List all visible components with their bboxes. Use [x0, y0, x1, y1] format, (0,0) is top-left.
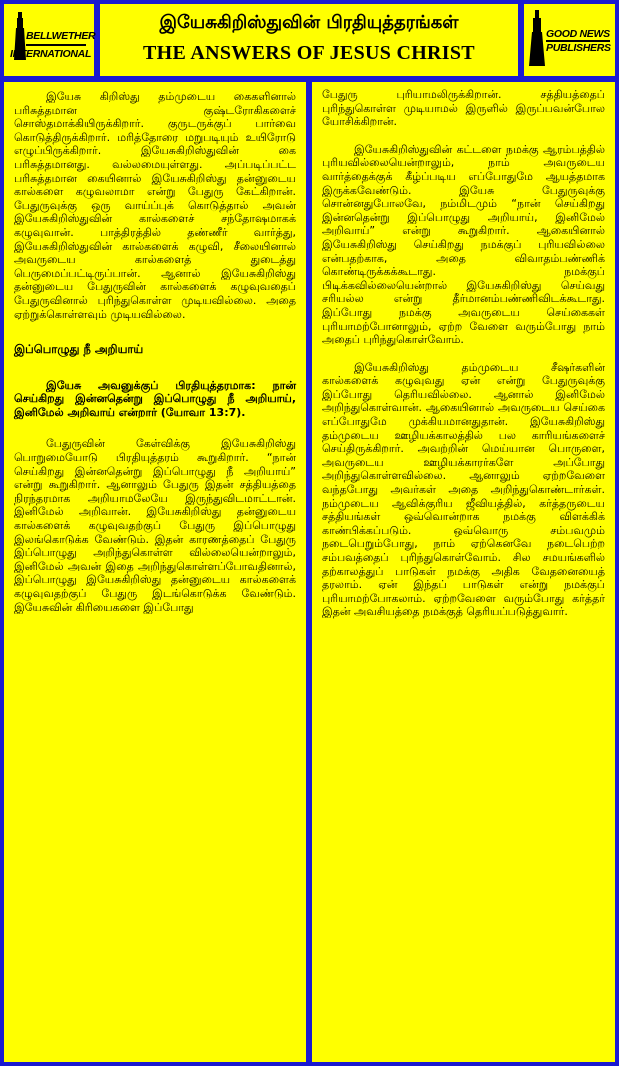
logo-left-line1: BELLWETHER — [26, 30, 96, 42]
title-english: THE ANSWERS OF JESUS CHRIST — [143, 42, 475, 64]
logo-right-line2: PUBLISHERS — [546, 42, 611, 54]
paragraph: இயேசுகிறிஸ்துவின் கட்டளை நமக்கு ஆரம்பத்தில் புரியவில்லையென்றாலும், நாம் அவருடைய வார்த்தைக்குக் கீழ்ப்படிய எப்போதுமே ஆயத்தமாக இருக்கவேண்டும். இயேசு பேதுருவுக்கு சொன்னதுபோலவே, நம்மிடமும் “நான் செய்கிறது இன்னதென்று இப்பொழுது அறியாய், இனிமேல் அறிவாய்” என்று கூறுகிறார். ஆகையினால் இயேசுகிறிஸ்து செய்கிறது நமக்குப் புரியவில்லை என்பதற்காக, அதை விவாதம்பண்ணிக் கொண்டிருக்கக்கூடாது. நமக்குப் பிடிக்கவில்லையென்றால் இயேசுகிறிஸ்து செய்வது சரியல்ல என்று தீர்மானம்பண்ணிவிடக்கூடாது. இப்போது நமக்கு அவருடைய செய்கைகள் புரியாமற்போனாலும், ஏற்ற வேளை வரும்போது நாம் அதைப் புரிந்துகொள்வோம். — [322, 142, 605, 347]
tower-figure-icon — [529, 10, 545, 68]
header-title — [100, 4, 518, 76]
paragraph: பேதுரு புரியாமலிருக்கிறான். சத்தியத்தைப் புரிந்துகொள்ள முடியாமல் இருளில் இருப்பவன்போல யோசிக்கிறான். — [322, 88, 605, 129]
right-column — [312, 82, 615, 1062]
paragraph: பேதுருவின் கேள்விக்கு இயேசுகிறிஸ்து பொறுமையோடு பிரதியுத்தரம் கூறுகிறார். “நான் செய்கிறது இன்னதென்று இப்பொழுது நீ அறியாய்” என்று கூறுகிறார். ஆனாலும் பேதுரு இதன் சத்தியத்தை நிரந்தரமாக அறியாமலேயே இருந்துவிடமாட்டான். இனிமேல் அறிவான். இயேசுகிறிஸ்து தன்னுடைய கால்களைக் கழுவுவதற்குப் பேதுரு இப்பொழுது இலங்கொடுக்க வேண்டும். இதன் காரணத்தைப் பேதுரு இப்பொழுது அறிந்துகொள்ள வில்லையென்றாலும், இனிமேல் அவன் இதை அறிந்துகொள்ளப்போவதினால், இப்பொழுது இயேசுகிறிஸ்து தன்னுடைய கால்களைக் கழுவுவதற்குப் பேதுரு இடங்கொடுக்க வேண்டும். இயேசுவின் கிரியைகளை இப்போது — [14, 437, 296, 614]
bellwether-logo — [4, 4, 94, 76]
paragraph: இயேசு கிறிஸ்து தம்முடைய கைகளினால் பரிசுத்தமான குஷ்டரோகிகளைச் சொஸ்தமாக்கியிருக்கிறார். குருடருக்குப் பார்வை கொடுத்திருக்கிறார். மரித்தோரை மறுபடியும் உயிரோடு எழுப்பிருக்கிறார். இயேசுகிறிஸ்துவின் கை பரிசுத்தமானது. வல்லமையுள்ளது. அப்படிப்பட்ட பரிசுத்தமான கையினால் இயேசுகிறிஸ்து தன்னுடைய கால்களை கழுவலாமா என்று பேதுரு கேட்கிறான். பேதுருவுக்கு ஒரு வாய்ப்புக் கொடுத்தால் அவன் இயேசுகிறிஸ்துவின் கால்களைச் சந்தோஷமாகக் கழுவுவான். பாத்திரத்தில் தண்ணீர் வார்த்து, இயேசுகிறிஸ்துவின் கால்களைக் கழுவி, சீலையினால் அவருடைய கால்களைத் துடைத்து பெருமைப்பட்டிருப்பான். ஆனால் இயேசுகிறிஸ்து தன்னுடைய பேதுருவின் கால்களைக் கழுவுவதைப் பேதுருவினால் புரிந்துகொள்ள முடியவில்லை. அதை ஏற்றுக்கொள்ளவும் முடியவில்லை. — [14, 90, 296, 321]
title-tamil: இயேசுகிறிஸ்துவின் பிரதியுத்தரங்கள் — [159, 12, 459, 33]
left-column — [4, 82, 306, 1062]
logo-left-line2: INTERNATIONAL — [10, 48, 92, 60]
logo-right-line1: GOOD NEWS — [546, 28, 610, 40]
paragraph: இயேசுகிறிஸ்து தம்முடைய சீஷர்களின் கால்களைக் கழுவுவது ஏன் என்று பேதுருவுக்கு இப்போது தெரியவில்லை. ஆனால் இனிமேல் அறிந்துகொள்வான். ஆகையினால் அவருடைய செய்கை எப்போதுமே முக்கியமானதுதான். இயேசுகிறிஸ்து தம்முடைய ஊழியக்காலத்தில் பல காரியங்களைச் செய்திருக்கிறார். அவற்றின் மெய்யான பொருளை, அவருடைய ஊழியக்காரர்களே அப்போது அறிந்துகொள்ளவில்லை. ஆனாலும் ஏற்றவேளை வந்தபோது அவர்கள் அதை அறிந்துகொண்டார்கள். நம்முடைய ஆவிக்குரிய ஜீவியத்தில், கர்த்தருடைய சத்தியங்கள் ஒவ்வொன்றாக நமக்கு விளக்கிக் காண்பிக்கப்படும். ஒவ்வொரு சம்பவமும் நடைபெறும்போது, நாம் ஏற்கெனவே நடைபெற்ற சம்பவத்தைப் புரிந்துகொள்வோம். சில சமயங்களில் தற்காலத்துப் பாடுகள் நமக்கு அதிக வேதனையைத் தரலாம். ஏன் இந்தப் பாடுகள் என்று நமக்குப் புரியாமற்போகலாம். ஏற்றவேளை வரும்போது கர்த்தர் இதன் அவசியத்தை நமக்குத் தெரியப்படுத்துவார். — [322, 360, 605, 619]
good-news-logo — [524, 4, 615, 76]
section-heading: இப்பொழுது நீ அறியாய் — [14, 342, 144, 357]
bible-verse: இயேசு அவனுக்குப் பிரதியுத்தரமாக: நான் செய்கிறது இன்னதென்று இப்பொழுது நீ அறியாய், இனிமேல் அறிவாய் என்றார் (யோவா 13:7). — [14, 378, 296, 419]
